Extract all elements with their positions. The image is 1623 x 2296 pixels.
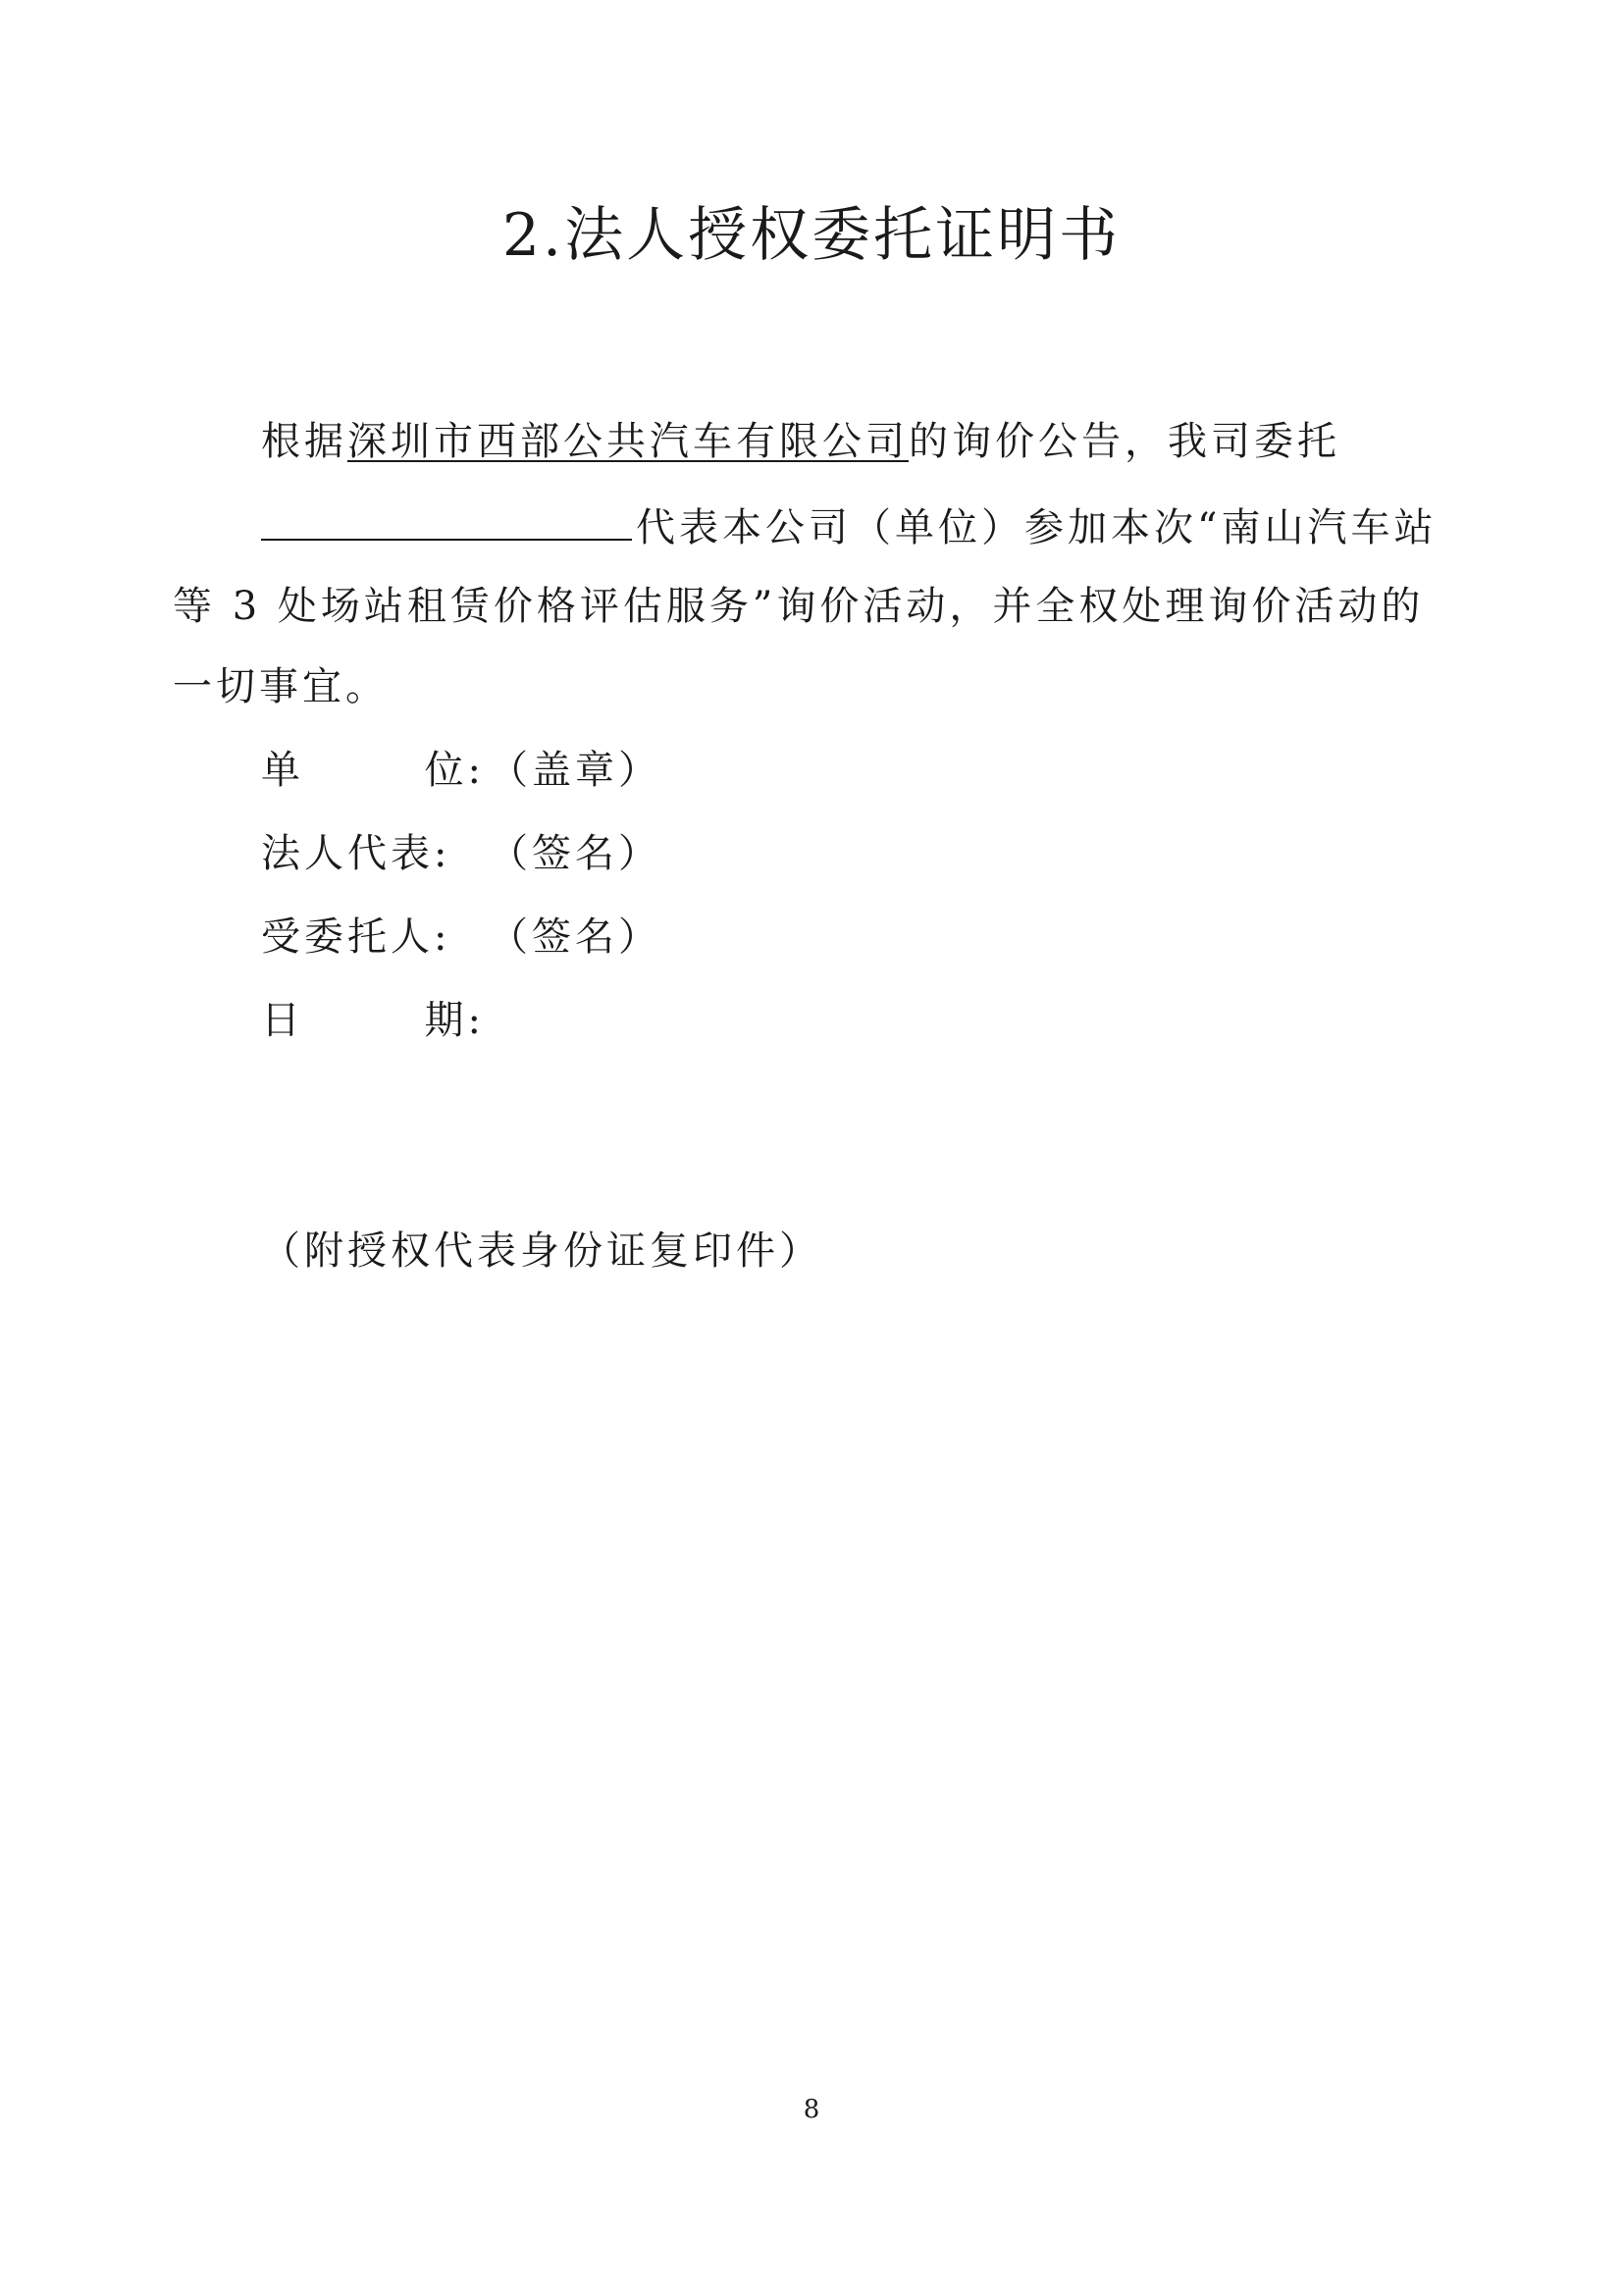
- field-unit: [261, 741, 661, 800]
- field-legal-rep-value: （签名）: [489, 831, 661, 876]
- body-line-3: 等 3 处场站租赁价格评估服务”询价活动，并全权处理询价活动的: [173, 584, 1425, 629]
- field-delegate-label: 受委托人:: [261, 914, 451, 960]
- company-name: 深圳市西部公共汽车有限公司: [347, 419, 909, 464]
- field-legal-rep-label: 法人代表:: [261, 831, 451, 876]
- field-legal-rep: [261, 824, 661, 883]
- field-unit-value: （盖章）: [489, 748, 661, 793]
- field-unit-label: 单 位:: [261, 748, 485, 793]
- body-line-4: 一切事宜。: [173, 664, 389, 709]
- body-line-2-suffix: 代表本公司（单位）参加本次“南山汽车站: [636, 505, 1438, 550]
- document-title: 2.法人授权委托证明书: [501, 201, 1122, 270]
- field-delegate-value: （签名）: [489, 914, 661, 960]
- page-number: 8: [803, 2095, 820, 2124]
- field-date: [261, 991, 489, 1050]
- body-line-2: [261, 496, 1437, 557]
- body-line-1-suffix: 的询价公告，我司委托: [909, 419, 1340, 464]
- field-date-label: 日 期:: [261, 998, 485, 1043]
- field-delegate: [261, 908, 661, 966]
- attachment-note: （附授权代表身份证复印件）: [261, 1228, 822, 1274]
- body-line-1-prefix: 根据: [261, 419, 347, 464]
- body-line-1: [261, 412, 1340, 471]
- delegate-name-blank: [261, 496, 632, 541]
